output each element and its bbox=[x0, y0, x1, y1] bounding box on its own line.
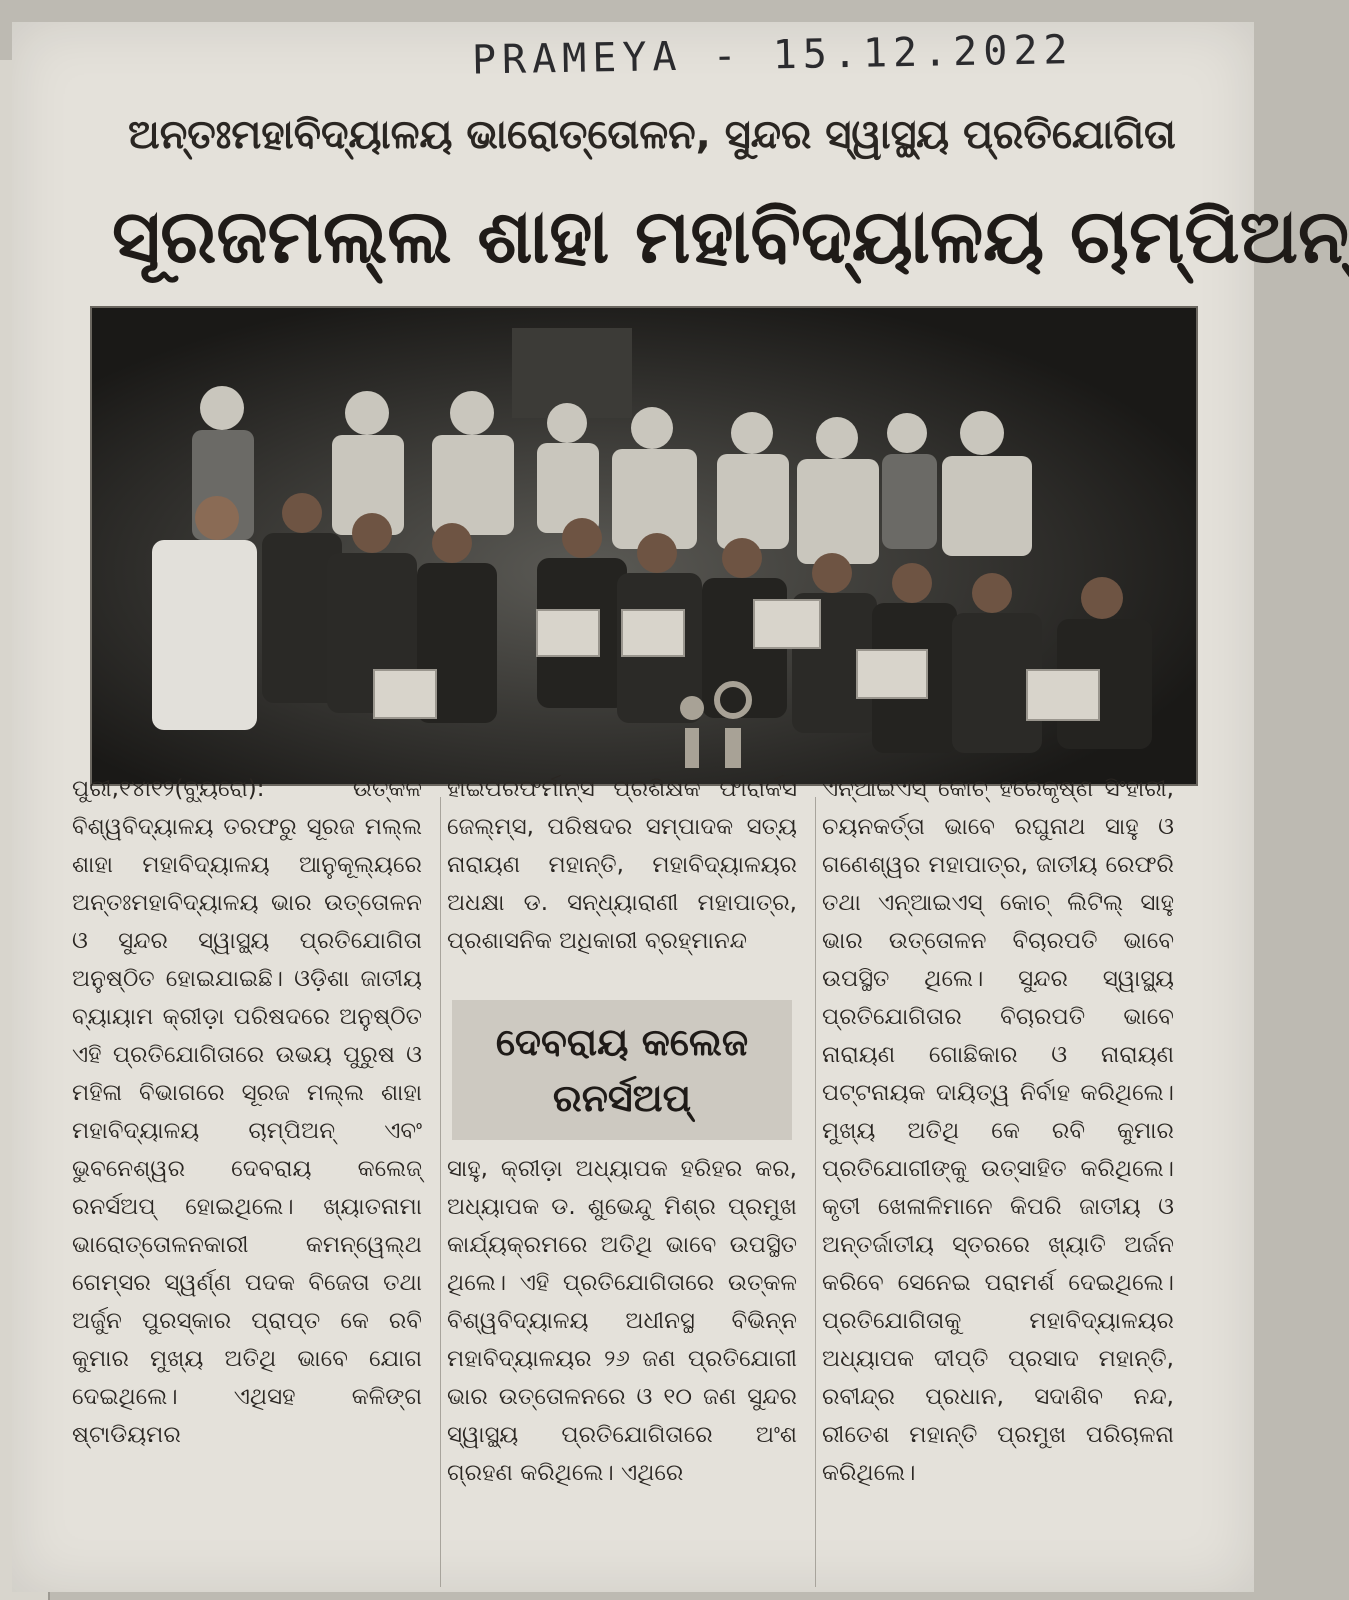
article-kicker: ଅନ୍ତଃମହାବିଦ୍ୟାଳୟ ଭାରୋତ୍ତୋଳନ, ସୁନ୍ଦର ସ୍ୱାସ୍ଥ୍ୟ ପ୍ରତିଯୋଗିତା bbox=[128, 112, 1176, 158]
article-column-3: ଏନ୍‌ଆଇଏସ୍ କୋଚ୍ ହରେକୃଷ୍ଣ ସିଂହାରୀ, ଚୟନକର୍ତ୍ତା ଭାବେ ରଘୁନାଥ ସାହୁ ଓ ଗଣେଶ୍ୱର ମହାପାତ୍ର, ଜାତୀୟ ରେଫରି ତଥା ଏନ୍‌ଆଇଏସ୍ କୋଚ୍ ଲିଟିଲ୍ ସାହୁ ଭାର ଉତ୍ତୋଳନ ବିଚାରପତି ଭାବେ ଉପସ୍ଥିତ ଥିଲେ। ସୁନ୍ଦର ସ୍ୱାସ୍ଥ୍ୟ ପ୍ରତିଯୋଗିତାର ବିଚାରପତି ଭାବେ ନାରାୟଣ ଗୋଛିକାର ଓ ନାରାୟଣ ପଟ୍ଟନାୟକ ଦାୟିତ୍ୱ ନିର୍ବାହ କରିଥିଲେ। ମୁଖ୍ୟ ଅତିଥି କେ ରବି କୁମାର ପ୍ରତିଯୋଗୀଙ୍କୁ ଉତ୍ସାହିତ କରିଥିଲେ। କୃତୀ ଖେଳାଳିମାନେ କିପରି ଜାତୀୟ ଓ ଅନ୍ତର୍ଜାତୀୟ ସ୍ତରରେ ଖ୍ୟାତି ଅର୍ଜନ କରିବେ ସେନେଇ ପରାମର୍ଶ ଦେଇଥିଲେ। ପ୍ରତିଯୋଗିତାକୁ ମହାବିଦ୍ୟାଳୟର ଅଧ୍ୟାପକ ଦୀପ୍ତି ପ୍ରସାଦ ମହାନ୍ତି, ରବୀନ୍ଦ୍ର ପ୍ରଧାନ, ସଦାଶିବ ନନ୍ଦ, ରୀତେଶ ମହାନ୍ତି ପ୍ରମୁଖ ପରିଚାଳନା କରିଥିଲେ। bbox=[822, 776, 1174, 1486]
article-column-2-bottom: ସାହୁ, କ୍ରୀଡ଼ା ଅଧ୍ୟାପକ ହରିହର କର, ଅଧ୍ୟାପକ ଡ. ଶୁଭେନ୍ଦୁ ମିଶ୍ର ପ୍ରମୁଖ କାର୍ଯ୍ୟକ୍ରମରେ ଅତିଥି ଭାବେ ଉପସ୍ଥିତ ଥିଲେ। ଏହି ପ୍ରତିଯୋଗିତାରେ ଉତ୍କଳ ବିଶ୍ୱବିଦ୍ୟାଳୟ ଅଧୀନସ୍ଥ ବିଭିନ୍ନ ମହାବିଦ୍ୟାଳୟର ୨୬ ଜଣ ପ୍ରତିଯୋଗୀ ଭାର ଉତ୍ତୋଳନରେ ଓ ୧୦ ଜଣ ସୁନ୍ଦର ସ୍ୱାସ୍ଥ୍ୟ ପ୍ରତିଯୋଗିତାରେ ଅଂଶ ଗ୍ରହଣ କରିଥିଲେ। ଏଥିରେ bbox=[447, 1156, 797, 1486]
article-column-2-top: ହାଇପରଫର୍ମାନ୍ସ ପ୍ରଶିକ୍ଷକ ଫାରାର୍କସ ଜେଲ୍‌ମ୍ସ, ପରିଷଦର ସମ୍ପାଦକ ସତ୍ୟ ନାରାୟଣ ମହାନ୍ତି, ମହାବିଦ୍ୟାଳୟର ଅଧକ୍ଷା ଡ. ସନ୍ଧ୍ୟାରାଣୀ ମହାପାତ୍ର, ପ୍ରଶାସନିକ ଅଧିକାରୀ ବ୍ରହ୍ମାନନ୍ଦ bbox=[447, 776, 797, 954]
group-photo-illustration bbox=[92, 308, 1196, 784]
sidebar-headline-line1: ଦେବରାୟ କଲେଜ bbox=[495, 1020, 749, 1064]
group-photo bbox=[90, 306, 1198, 786]
sidebar-headline bbox=[452, 1000, 792, 1140]
article-headline: ସୂରଜମଲ୍ଲ ଶାହା ମହାବିଦ୍ୟାଳୟ ଚାମ୍ପିଅନ୍ bbox=[112, 194, 1349, 280]
handwritten-source-note: PRAMEYA - 15.12.2022 bbox=[471, 27, 1074, 84]
article-column-1: ପୁରୀ,୧୪ା୧୨(ବ୍ୟୁରୋ): ଉତ୍କଳ ବିଶ୍ୱବିଦ୍ୟାଳୟ ତରଫରୁ ସୂରଜ ମଲ୍ଲ ଶାହା ମହାବିଦ୍ୟାଳୟ ଆନୁକୂଲ୍ୟରେ ଅନ୍ତଃମହାବିଦ୍ୟାଳୟ ଭାର ଉତ୍ତୋଳନ ଓ ସୁନ୍ଦର ସ୍ୱାସ୍ଥ୍ୟ ପ୍ରତିଯୋଗିତା ଅନୁଷ୍ଠିତ ହୋଇଯାଇଛି। ଓଡ଼ିଶା ଜାତୀୟ ବ୍ୟାୟାମ କ୍ରୀଡ଼ା ପରିଷଦରେ ଅନୁଷ୍ଠିତ ଏହି ପ୍ରତିଯୋଗିତାରେ ଉଭୟ ପୁରୁଷ ଓ ମହିଳା ବିଭାଗରେ ସୂରଜ ମଲ୍ଲ ଶାହା ମହାବିଦ୍ୟାଳୟ ଚାମ୍ପିଅନ୍ ଏବଂ ଭୁବନେଶ୍ୱର ଦେବରାୟ କଲେଜ୍ ରନର୍ସଅପ୍ ହୋଇଥିଲେ। ଖ୍ୟାତନାମା ଭାରୋତ୍ତୋଳନକାରୀ କମନ୍‌ୱେଲ୍‌ଥ ଗେମ୍ସର ସ୍ୱର୍ଣ୍ଣ ପଦକ ବିଜେତା ତଥା ଅର୍ଜୁନ ପୁରସ୍କାର ପ୍ରାପ୍ତ କେ ରବି କୁମାର ମୁଖ୍ୟ ଅତିଥି ଭାବେ ଯୋଗ ଦେଇଥିଲେ। ଏଥିସହ କଳିଙ୍ଗ ଷ୍ଟାଡିୟମର bbox=[72, 776, 422, 1448]
sidebar-headline-line2: ରନର୍ସଅପ୍ bbox=[552, 1076, 692, 1120]
column-divider bbox=[815, 797, 816, 1587]
column-divider bbox=[440, 797, 441, 1587]
